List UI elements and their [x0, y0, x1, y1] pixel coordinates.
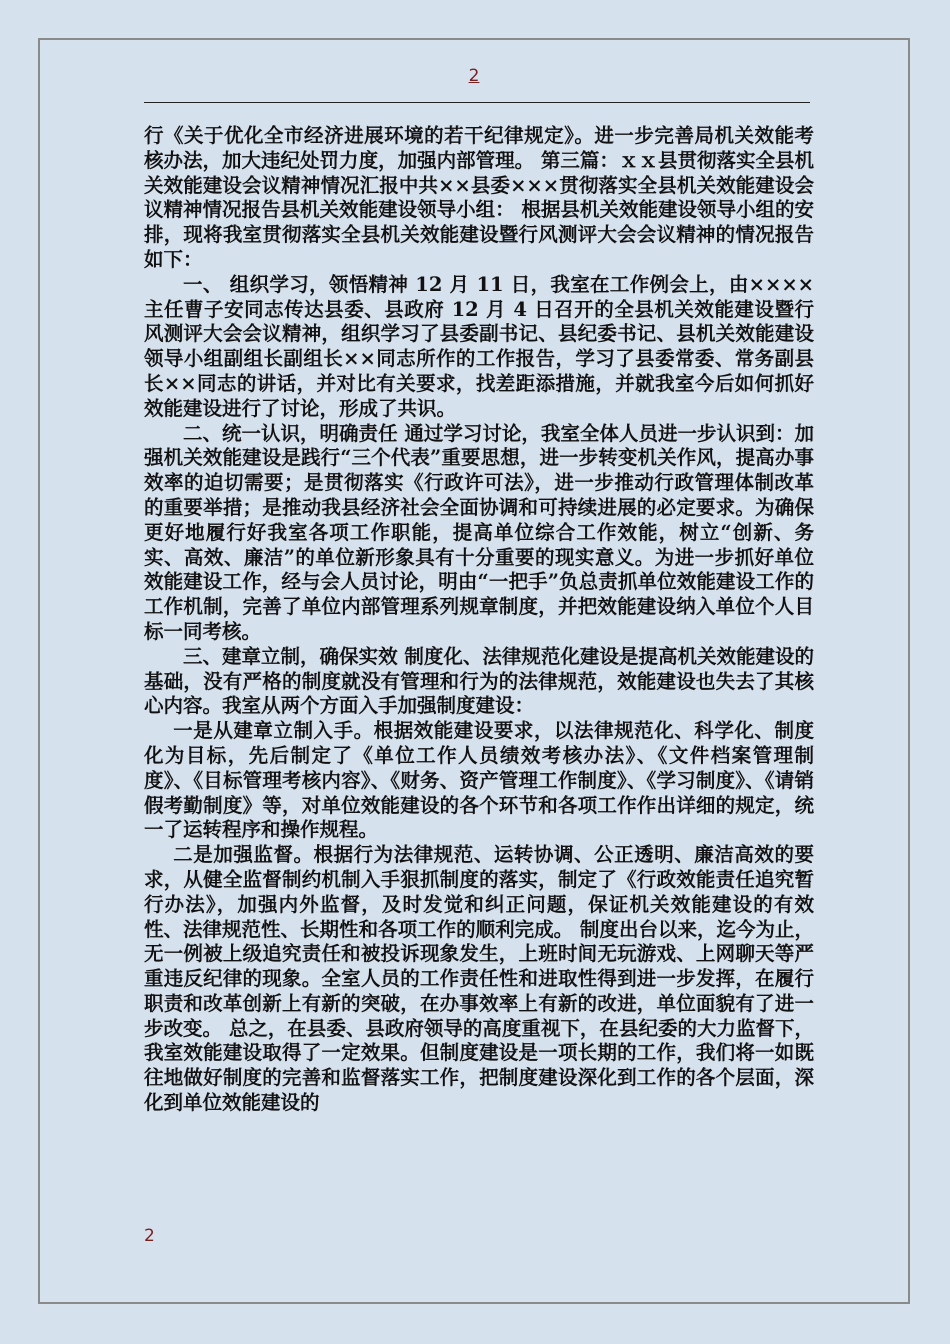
paragraph-2: 一、 组织学习，领悟精神 12 月 11 日，我室在工作例会上，由××××主任曹子安同志传达县委、县政府 12 月 4 日召开的全县机关效能建设暨行风测评大会会议精神，组织学习了县委副书记、县纪委书记、县机关效能建设领导小组副组长副组长××同志所作的工作报告，学习了县委常委、常务副县长××同志的讲话，并对比有关要求，找差距添措施，并就我室今后如何抓好效能建设进行了讨论，形成了共识。	[144, 272, 814, 420]
header-divider	[144, 102, 810, 103]
paragraph-3: 二、统一认识，明确责任 通过学习讨论，我室全体人员进一步认识到：加强机关效能建设是践行“三个代表”重要思想，进一步转变机关作风，提高办事效率的迫切需要；是贯彻落实《行政许可法》，进一步推动行政管理体制改革的重要举措；是推动我县经济社会全面协调和可持续进展的必定要求。为确保更好地履行好我室各项工作职能，提高单位综合工作效能，树立“创新、务实、高效、廉洁”的单位新形象具有十分重要的现实意义。为进一步抓好单位效能建设工作，经与会人员讨论，明由“一把手”负总责抓单位效能建设工作的工作机制，完善了单位内部管理系列规章制度，并把效能建设纳入单位个人目标一同考核。	[144, 421, 814, 643]
document-page	[38, 38, 910, 1304]
header-page-number: 2	[468, 66, 480, 86]
document-body	[144, 124, 814, 1116]
footer-page-number: 2	[144, 1226, 155, 1246]
paragraph-5: 一是从建章立制入手。根据效能建设要求，以法律规范化、科学化、制度化为目标，先后制定了《单位工作人员绩效考核办法》、《文件档案管理制度》、《目标管理考核内容》、《财务、资产管理工作制度》、《学习制度》、《请销假考勤制度》等，对单位效能建设的各个环节和各项工作作出详细的规定，统一了运转程序和操作规程。	[144, 719, 814, 842]
paragraph-6: 二是加强监督。根据行为法律规范、运转协调、公正透明、廉洁高效的要求，从健全监督制约机制入手狠抓制度的落实，制定了《行政效能责任追究暂行办法》，加强内外监督，及时发觉和纠正问题，保证机关效能建设的有效性、法律规范性、长期性和各项工作的顺利完成。 制度出台以来，迄今为止，无一例被上级追究责任和被投诉现象发生，上班时间无玩游戏、上网聊天等严重违反纪律的现象。全室人员的工作责任性和进取性得到进一步发挥，在履行职责和改革创新上有新的突破，在办事效率上有新的改进，单位面貌有了进一步改变。 总之，在县委、县政府领导的高度重视下，在县纪委的大力监督下，我室效能建设取得了一定效果。但制度建设是一项长期的工作，我们将一如既往地做好制度的完善和监督落实工作，把制度建设深化到工作的各个层面，深化到单位效能建设的	[144, 843, 814, 1115]
paragraph-4: 三、建章立制，确保实效 制度化、法律规范化建设是提高机关效能建设的基础，没有严格的制度就没有管理和行为的法律规范，效能建设也失去了其核心内容。我室从两个方面入手加强制度建设：	[144, 644, 814, 718]
paragraph-1: 行《关于优化全市经济进展环境的若干纪律规定》。进一步完善局机关效能考核办法，加大违纪处罚力度，加强内部管理。 第三篇：ｘｘ县贯彻落实全县机关效能建设会议精神情况汇报中共××县委×××贯彻落实全县机关效能建设会议精神情况报告县机关效能建设领导小组： 根据县机关效能建设领导小组的安排，现将我室贯彻落实全县机关效能建设暨行风测评大会会议精神的情况报告如下：	[144, 124, 814, 271]
